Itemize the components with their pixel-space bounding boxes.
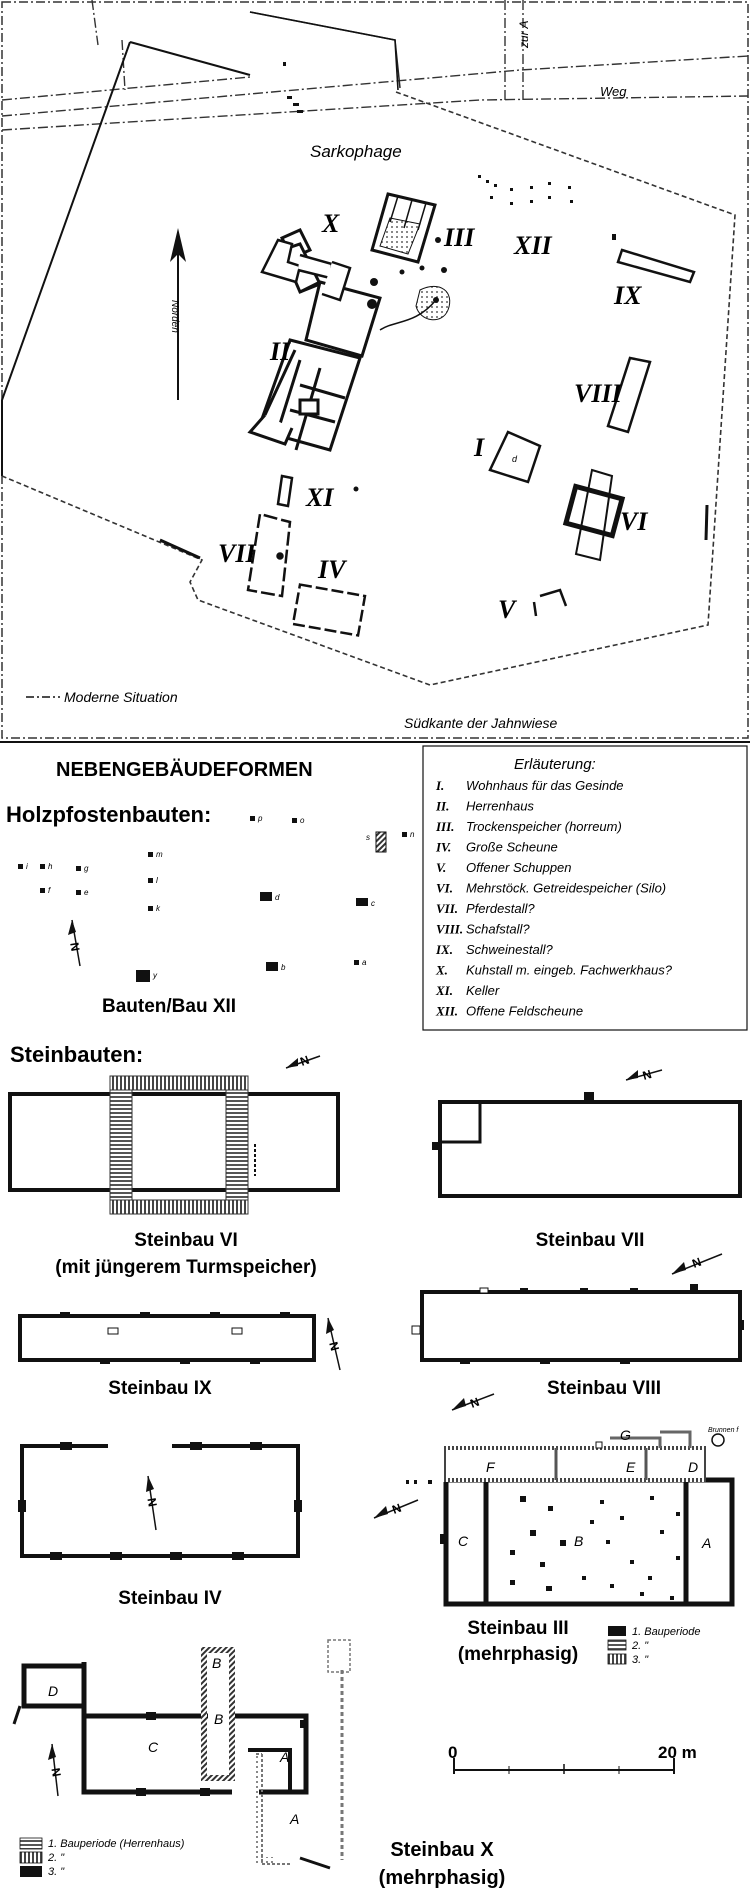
- iii-period-legend: [608, 1626, 701, 1666]
- post-b: [266, 962, 278, 971]
- iv-north-symbol: [144, 1476, 159, 1530]
- legend-item-text: Herrenhaus: [466, 798, 534, 814]
- iii-period-2-label: 2. ": [632, 1640, 649, 1652]
- iii-period-1-swatch: [608, 1626, 626, 1636]
- post-p: [250, 816, 255, 821]
- x-room-c: C: [148, 1739, 159, 1755]
- post-label-f: f: [48, 886, 51, 895]
- legend-item-number: IV.: [436, 839, 452, 855]
- x-room-b1: B: [212, 1655, 222, 1671]
- post-l: [148, 878, 153, 883]
- post-d: [260, 892, 272, 901]
- building-i-mark: d: [512, 454, 518, 464]
- legend-item-number: VII.: [436, 901, 459, 916]
- legend-item-text: Kuhstall m. eingeb. Fachwerkhaus?: [466, 962, 672, 978]
- iii-room-d: D: [688, 1459, 699, 1475]
- label-vii: VII: [218, 539, 256, 568]
- legend-item-number: I.: [436, 778, 445, 793]
- post-label-p: p: [258, 814, 263, 823]
- building-ix: [618, 250, 694, 282]
- x-period-2-swatch: [20, 1852, 42, 1863]
- legend-item-number: XI.: [436, 983, 453, 998]
- x-period-3-swatch: [20, 1866, 42, 1877]
- forms-title: NEBENGEBÄUDEFORMEN: [56, 759, 313, 781]
- post-c: [356, 898, 368, 906]
- x-room-a1: A: [280, 1749, 290, 1765]
- legend-item-number: XII.: [436, 1003, 459, 1019]
- iv-north-n: N: [144, 1496, 160, 1508]
- building-v: [534, 590, 566, 616]
- legend-item-text: Offene Feldscheune: [466, 1003, 584, 1019]
- streets: [2, 0, 748, 130]
- legend-item-text: Trockenspeicher (horreum): [466, 819, 622, 834]
- iii-room-g: G: [620, 1427, 631, 1443]
- steinbau-iii-subcaption: (mehrphasig): [457, 1644, 579, 1665]
- steinbau-vi-caption: Steinbau VI: [134, 1230, 238, 1251]
- label-xi: XI: [306, 483, 334, 512]
- boundary-northeast: [250, 12, 400, 88]
- weg-label: Weg: [600, 84, 627, 99]
- viii-north-n: N: [690, 1254, 704, 1271]
- label-i: I: [474, 433, 485, 462]
- steinbau-vii-caption: Steinbau VII: [535, 1230, 645, 1251]
- steinbau-x-subcaption: (mehrphasig): [378, 1867, 506, 1889]
- label-xii: XII: [514, 231, 552, 260]
- post-label-a: a: [362, 958, 367, 967]
- building-iii: [372, 194, 435, 262]
- legend-item-text: Mehrstöck. Getreidespeicher (Silo): [466, 880, 667, 896]
- x-period-3-label: 3. ": [48, 1866, 65, 1878]
- legend-item-text: Schafstall?: [466, 921, 530, 937]
- erlaeuterung-legend: [423, 746, 747, 1030]
- x-north-symbol: [48, 1744, 64, 1796]
- post-label-m: m: [156, 850, 163, 859]
- iii-north-n: N: [390, 1500, 404, 1517]
- post-e: [76, 890, 81, 895]
- label-iii: III: [444, 223, 475, 252]
- post-n: [402, 832, 407, 837]
- x-room-b2: B: [214, 1711, 224, 1727]
- x-room-a2: A: [290, 1811, 300, 1827]
- steinbau-x-caption: Steinbau X: [390, 1839, 494, 1861]
- post-i: [18, 864, 23, 869]
- steinbau-iii: [406, 1427, 739, 1604]
- legend-item-text: Schweinestall?: [466, 942, 553, 957]
- scale-end: 20 m: [658, 1743, 697, 1762]
- legend-item-text: Wohnhaus für das Gesinde: [466, 778, 624, 793]
- iv-viii-north-symbol: [452, 1394, 494, 1411]
- iii-period-3-swatch: [608, 1654, 626, 1664]
- norden-label: Norden: [169, 300, 180, 333]
- x-north-n: N: [48, 1766, 64, 1778]
- post-h: [40, 864, 45, 869]
- post-a: [354, 960, 359, 965]
- label-vi: VI: [620, 507, 648, 536]
- legend-item-text: Keller: [466, 983, 500, 998]
- vi-north-symbol: [286, 1053, 320, 1069]
- vi-north-n: N: [298, 1052, 312, 1069]
- steinbau-iv: [18, 1442, 302, 1560]
- label-ii: II: [270, 337, 291, 366]
- post-label-s: s: [366, 833, 370, 842]
- x-room-d: D: [48, 1683, 59, 1699]
- steinbau-vi: [10, 1076, 338, 1214]
- post-label-o: o: [300, 816, 305, 825]
- boundary-north: [130, 42, 250, 75]
- steinbau-vii: [432, 1092, 740, 1196]
- building-i: [490, 432, 540, 482]
- steinbau-x: [14, 1640, 350, 1868]
- label-ix: IX: [614, 281, 642, 310]
- iii-room-e: E: [626, 1459, 636, 1475]
- boundary-west: [2, 42, 130, 476]
- steinbau-vi-subcaption: (mit jüngerem Turmspeicher): [55, 1257, 317, 1278]
- post-g: [76, 866, 81, 871]
- label-viii: VIII: [574, 379, 622, 408]
- label-v: V: [498, 595, 516, 624]
- post-m: [148, 852, 153, 857]
- post-label-l: l: [156, 876, 158, 885]
- holz-north-n: N: [67, 941, 83, 953]
- sudkante-label: Südkante der Jahnwiese: [404, 715, 558, 731]
- post-label-e: e: [84, 888, 89, 897]
- iii-period-3-label: 3. ": [632, 1654, 649, 1666]
- iii-room-f: F: [486, 1459, 495, 1475]
- legend-item-number: V.: [436, 860, 447, 875]
- stein-heading: Steinbauten:: [10, 1042, 144, 1067]
- label-iv: IV: [318, 555, 346, 584]
- post-label-h: h: [48, 862, 53, 871]
- post-y: [136, 970, 150, 982]
- sarkophage-label: Sarkophage: [310, 142, 402, 161]
- sarkophage-plot: [250, 12, 398, 90]
- post-label-g: g: [84, 864, 89, 873]
- vii-north-symbol: [626, 1067, 662, 1083]
- ix-north-n: N: [326, 1340, 342, 1353]
- building-xi-marker: [354, 487, 359, 492]
- x-period-1-swatch: [20, 1838, 42, 1849]
- holz-caption: Bauten/Bau XII: [102, 996, 237, 1017]
- x-period-1-label: 1. Bauperiode (Herrenhaus): [48, 1838, 185, 1850]
- steinbau-ix-caption: Steinbau IX: [108, 1378, 212, 1399]
- legend-item-number: X.: [436, 962, 448, 978]
- iii-north-symbol: [374, 1500, 418, 1518]
- post-label-i: i: [26, 862, 28, 871]
- post-k: [148, 906, 153, 911]
- building-vii: [248, 476, 292, 596]
- holz-north-symbol: [67, 920, 82, 966]
- legend-item-text: Offener Schuppen: [466, 860, 572, 875]
- site-plan: [2, 0, 748, 738]
- steinbau-iv-caption: Steinbau IV: [118, 1588, 222, 1609]
- iii-period-1-label: 1. Bauperiode: [632, 1626, 701, 1638]
- post-o: [292, 818, 297, 823]
- boundary-segment: [160, 540, 200, 558]
- moderne-label: Moderne Situation: [64, 689, 178, 705]
- steinbau-iii-caption: Steinbau III: [467, 1618, 569, 1639]
- post-label-b: b: [281, 963, 286, 972]
- sarkophage-markers: [283, 62, 303, 113]
- iii-brunnen-label: Brunnen f: [708, 1427, 739, 1434]
- steinbau-ix: [20, 1312, 314, 1364]
- moderne-legend: [26, 689, 178, 705]
- legend-item-number: VI.: [436, 880, 453, 896]
- legend-item-number: IX.: [436, 942, 453, 957]
- north-arrow: [169, 228, 186, 400]
- legend-item-number: III.: [436, 819, 455, 834]
- post-label-d: d: [275, 893, 280, 902]
- building-iv: [293, 585, 365, 636]
- post-label-y: y: [153, 971, 157, 980]
- post-label-k: k: [156, 904, 160, 913]
- holz-post-plan: [18, 814, 415, 982]
- vii-north-n: N: [640, 1067, 654, 1083]
- legend-item-text: Große Scheune: [466, 839, 558, 855]
- x-period-2-label: 2. ": [48, 1852, 65, 1864]
- iii-room-a: A: [702, 1535, 712, 1551]
- legend-item-number: II.: [436, 798, 450, 814]
- holz-heading: Holzpfostenbauten:: [6, 802, 212, 827]
- ix-north-symbol: [326, 1318, 342, 1370]
- viii-north-symbol: [672, 1254, 722, 1274]
- iii-room-c: C: [458, 1533, 469, 1549]
- post-f: [40, 888, 45, 893]
- road-label: zur A: [517, 20, 531, 48]
- legend-item-number: VIII.: [436, 921, 464, 937]
- steinbau-viii-caption: Steinbau VIII: [546, 1378, 662, 1399]
- post-label-n: n: [410, 830, 415, 839]
- well-feature: [380, 286, 450, 330]
- post-label-c: c: [371, 899, 375, 908]
- scale-zero: 0: [448, 1743, 458, 1762]
- x-period-legend: [20, 1838, 185, 1878]
- post-s: [376, 832, 386, 852]
- label-x: X: [322, 209, 340, 238]
- erlaeuterung-title: Erläuterung:: [514, 756, 596, 773]
- scale-bar: [448, 1743, 697, 1774]
- building-vi: [566, 470, 622, 560]
- iii-room-b: B: [574, 1533, 584, 1549]
- steinbau-viii: [412, 1284, 744, 1364]
- iii-upper-north-n: N: [468, 1394, 482, 1411]
- iii-period-2-swatch: [608, 1640, 626, 1650]
- legend-item-text: Pferdestall?: [466, 901, 535, 916]
